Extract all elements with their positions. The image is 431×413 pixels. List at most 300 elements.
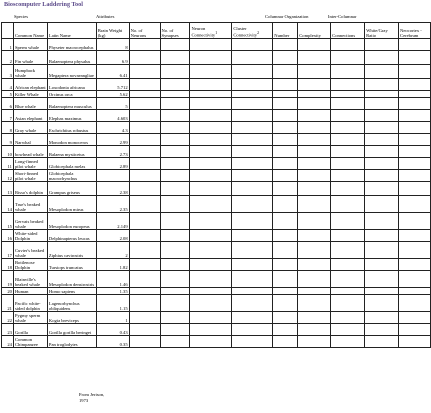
synapses-cell[interactable] — [160, 51, 190, 65]
synapses-cell[interactable] — [160, 213, 190, 230]
brain-weight-cell[interactable]: 2.08 — [96, 230, 129, 242]
neocortex-cerebrum-cell[interactable] — [399, 242, 431, 259]
number-cell[interactable] — [273, 158, 298, 170]
complexity-cell[interactable] — [298, 110, 331, 122]
connections-cell[interactable] — [331, 259, 365, 271]
cluster-connectivity-cell[interactable] — [232, 65, 273, 79]
connections-cell[interactable] — [331, 51, 365, 65]
connections-cell[interactable] — [331, 182, 365, 196]
common-name-cell[interactable]: Gervais beaked whale — [13, 213, 47, 230]
number-cell[interactable] — [273, 259, 298, 271]
header-latin-name[interactable]: Latin Name — [47, 23, 96, 39]
neuron-connectivity-cell[interactable] — [190, 271, 232, 288]
number-cell[interactable] — [273, 312, 298, 324]
neurons-cell[interactable] — [129, 182, 160, 196]
row-number-cell[interactable]: 6 — [2, 98, 14, 110]
brain-weight-cell[interactable]: 2.149 — [96, 213, 129, 230]
cluster-connectivity-cell[interactable] — [232, 288, 273, 295]
neurons-cell[interactable] — [129, 91, 160, 98]
complexity-cell[interactable] — [298, 65, 331, 79]
common-name-cell[interactable]: Short-finned pilot whale — [13, 170, 47, 182]
common-name-cell[interactable]: Human — [13, 288, 47, 295]
latin-name-cell[interactable]: Kogia breviceps — [47, 312, 96, 324]
common-name-cell[interactable]: Cuvier's beaked whale — [13, 242, 47, 259]
white-gray-ratio-cell[interactable] — [365, 158, 399, 170]
connections-cell[interactable] — [331, 213, 365, 230]
common-name-cell[interactable]: Gray whale — [13, 122, 47, 134]
row-number-cell[interactable]: 2 — [2, 51, 14, 65]
latin-name-cell[interactable]: Eschrichtius robustus — [47, 122, 96, 134]
white-gray-ratio-cell[interactable] — [365, 324, 399, 336]
connections-cell[interactable] — [331, 122, 365, 134]
synapses-cell[interactable] — [160, 170, 190, 182]
common-name-cell[interactable]: bowhead whale — [13, 146, 47, 158]
neuron-connectivity-cell[interactable] — [190, 230, 232, 242]
neurons-cell[interactable] — [129, 39, 160, 51]
number-cell[interactable] — [273, 98, 298, 110]
neuron-connectivity-cell[interactable] — [190, 295, 232, 312]
complexity-cell[interactable] — [298, 242, 331, 259]
neocortex-cerebrum-cell[interactable] — [399, 134, 431, 146]
row-number-cell[interactable]: 11 — [2, 158, 14, 170]
brain-weight-cell[interactable]: 1.35 — [96, 288, 129, 295]
synapses-cell[interactable] — [160, 288, 190, 295]
connections-cell[interactable] — [331, 271, 365, 288]
latin-name-cell[interactable]: Delphinapterus leucas — [47, 230, 96, 242]
neocortex-cerebrum-cell[interactable] — [399, 182, 431, 196]
complexity-cell[interactable] — [298, 336, 331, 348]
cluster-connectivity-cell[interactable] — [232, 196, 273, 213]
brain-weight-cell[interactable] — [96, 170, 129, 182]
neocortex-cerebrum-cell[interactable] — [399, 91, 431, 98]
white-gray-ratio-cell[interactable] — [365, 91, 399, 98]
connections-cell[interactable] — [331, 65, 365, 79]
neuron-connectivity-cell[interactable] — [190, 336, 232, 348]
number-cell[interactable] — [273, 271, 298, 288]
neocortex-cerebrum-cell[interactable] — [399, 230, 431, 242]
synapses-cell[interactable] — [160, 122, 190, 134]
header-number[interactable]: Number — [273, 23, 298, 39]
connections-cell[interactable] — [331, 158, 365, 170]
brain-weight-cell[interactable]: 5.62 — [96, 91, 129, 98]
neuron-connectivity-cell[interactable] — [190, 79, 232, 91]
common-name-cell[interactable]: Sperm whale — [13, 39, 47, 51]
latin-name-cell[interactable]: Gorilla gorilla beringei — [47, 324, 96, 336]
brain-weight-cell[interactable]: 2.99 — [96, 134, 129, 146]
cluster-connectivity-cell[interactable] — [232, 122, 273, 134]
latin-name-cell[interactable]: Balaenoptera musculus — [47, 98, 96, 110]
common-name-cell[interactable]: Fin whale — [13, 51, 47, 65]
latin-name-cell[interactable]: Megaptera novaeangliae — [47, 65, 96, 79]
complexity-cell[interactable] — [298, 51, 331, 65]
row-number-cell[interactable]: 14 — [2, 196, 14, 213]
connections-cell[interactable] — [331, 324, 365, 336]
neurons-cell[interactable] — [129, 146, 160, 158]
neurons-cell[interactable] — [129, 170, 160, 182]
latin-name-cell[interactable]: Grampus griseus — [47, 182, 96, 196]
synapses-cell[interactable] — [160, 79, 190, 91]
number-cell[interactable] — [273, 324, 298, 336]
brain-weight-cell[interactable]: 8 — [96, 39, 129, 51]
neuron-connectivity-cell[interactable] — [190, 51, 232, 65]
neurons-cell[interactable] — [129, 79, 160, 91]
cluster-connectivity-cell[interactable] — [232, 91, 273, 98]
cluster-connectivity-cell[interactable] — [232, 242, 273, 259]
white-gray-ratio-cell[interactable] — [365, 39, 399, 51]
row-number-cell[interactable]: 13 — [2, 182, 14, 196]
neuron-connectivity-cell[interactable] — [190, 134, 232, 146]
complexity-cell[interactable] — [298, 134, 331, 146]
neuron-connectivity-cell[interactable] — [190, 91, 232, 98]
row-number-cell[interactable]: 8 — [2, 122, 14, 134]
synapses-cell[interactable] — [160, 134, 190, 146]
neocortex-cerebrum-cell[interactable] — [399, 336, 431, 348]
synapses-cell[interactable] — [160, 158, 190, 170]
neurons-cell[interactable] — [129, 98, 160, 110]
latin-name-cell[interactable]: Physeter macrocephalus — [47, 39, 96, 51]
common-name-cell[interactable]: African elephant — [13, 79, 47, 91]
white-gray-ratio-cell[interactable] — [365, 79, 399, 91]
brain-weight-cell[interactable]: 1.15 — [96, 295, 129, 312]
complexity-cell[interactable] — [298, 324, 331, 336]
header-complexity[interactable]: Complexity — [298, 23, 331, 39]
connections-cell[interactable] — [331, 288, 365, 295]
neocortex-cerebrum-cell[interactable] — [399, 312, 431, 324]
row-number-cell[interactable]: 7 — [2, 110, 14, 122]
neurons-cell[interactable] — [129, 324, 160, 336]
number-cell[interactable] — [273, 79, 298, 91]
neuron-connectivity-cell[interactable] — [190, 259, 232, 271]
neurons-cell[interactable] — [129, 51, 160, 65]
white-gray-ratio-cell[interactable] — [365, 182, 399, 196]
neocortex-cerebrum-cell[interactable] — [399, 324, 431, 336]
neurons-cell[interactable] — [129, 65, 160, 79]
neocortex-cerebrum-cell[interactable] — [399, 146, 431, 158]
white-gray-ratio-cell[interactable] — [365, 170, 399, 182]
complexity-cell[interactable] — [298, 158, 331, 170]
number-cell[interactable] — [273, 91, 298, 98]
common-name-cell[interactable]: Blainville's beaked whale — [13, 271, 47, 288]
white-gray-ratio-cell[interactable] — [365, 336, 399, 348]
neuron-connectivity-cell[interactable] — [190, 242, 232, 259]
white-gray-ratio-cell[interactable] — [365, 134, 399, 146]
complexity-cell[interactable] — [298, 312, 331, 324]
complexity-cell[interactable] — [298, 170, 331, 182]
brain-weight-cell[interactable]: 2.38 — [96, 182, 129, 196]
latin-name-cell[interactable]: Mesoplodon mirus — [47, 196, 96, 213]
number-cell[interactable] — [273, 146, 298, 158]
brain-weight-cell[interactable]: 2.89 — [96, 158, 129, 170]
complexity-cell[interactable] — [298, 98, 331, 110]
neuron-connectivity-cell[interactable] — [190, 312, 232, 324]
brain-weight-cell[interactable]: 1.82 — [96, 259, 129, 271]
neuron-connectivity-cell[interactable] — [190, 98, 232, 110]
synapses-cell[interactable] — [160, 182, 190, 196]
connections-cell[interactable] — [331, 242, 365, 259]
neocortex-cerebrum-cell[interactable] — [399, 288, 431, 295]
brain-weight-cell[interactable]: 6.9 — [96, 51, 129, 65]
latin-name-cell[interactable]: Balaenoptera physalus — [47, 51, 96, 65]
connections-cell[interactable] — [331, 312, 365, 324]
row-number-cell[interactable]: 1 — [2, 39, 14, 51]
latin-name-cell[interactable]: Orcinus orca — [47, 91, 96, 98]
complexity-cell[interactable] — [298, 182, 331, 196]
neurons-cell[interactable] — [129, 259, 160, 271]
brain-weight-cell[interactable]: 1 — [96, 312, 129, 324]
white-gray-ratio-cell[interactable] — [365, 122, 399, 134]
neuron-connectivity-cell[interactable] — [190, 196, 232, 213]
row-number-cell[interactable]: 21 — [2, 295, 14, 312]
neocortex-cerebrum-cell[interactable] — [399, 79, 431, 91]
white-gray-ratio-cell[interactable] — [365, 271, 399, 288]
neuron-connectivity-cell[interactable] — [190, 122, 232, 134]
white-gray-ratio-cell[interactable] — [365, 288, 399, 295]
brain-weight-cell[interactable]: 2.73 — [96, 146, 129, 158]
cluster-connectivity-cell[interactable] — [232, 259, 273, 271]
neurons-cell[interactable] — [129, 271, 160, 288]
row-number-cell[interactable]: 19 — [2, 271, 14, 288]
common-name-cell[interactable]: Asian elephant — [13, 110, 47, 122]
connections-cell[interactable] — [331, 146, 365, 158]
complexity-cell[interactable] — [298, 79, 331, 91]
neuron-connectivity-cell[interactable] — [190, 288, 232, 295]
white-gray-ratio-cell[interactable] — [365, 312, 399, 324]
common-name-cell[interactable]: Blue whale — [13, 98, 47, 110]
white-gray-ratio-cell[interactable] — [365, 146, 399, 158]
common-name-cell[interactable]: Gorilla — [13, 324, 47, 336]
brain-weight-cell[interactable]: 5.712 — [96, 79, 129, 91]
cluster-connectivity-cell[interactable] — [232, 79, 273, 91]
cluster-connectivity-cell[interactable] — [232, 271, 273, 288]
neocortex-cerebrum-cell[interactable] — [399, 271, 431, 288]
latin-name-cell[interactable]: Tursiops truncatus — [47, 259, 96, 271]
complexity-cell[interactable] — [298, 39, 331, 51]
header-neuron-connectivity[interactable]: Neuron Connectivity$^1$ — [190, 23, 232, 39]
connections-cell[interactable] — [331, 134, 365, 146]
common-name-cell[interactable]: Risso's dolphin — [13, 182, 47, 196]
neuron-connectivity-cell[interactable] — [190, 146, 232, 158]
white-gray-ratio-cell[interactable] — [365, 213, 399, 230]
common-name-cell[interactable]: Humpback whale — [13, 65, 47, 79]
complexity-cell[interactable] — [298, 122, 331, 134]
row-number-cell[interactable]: 20 — [2, 288, 14, 295]
common-name-cell[interactable]: Bottlenose Dolphin — [13, 259, 47, 271]
row-number-cell[interactable]: 24 — [2, 336, 14, 348]
neurons-cell[interactable] — [129, 295, 160, 312]
latin-name-cell[interactable]: Globicephala melas — [47, 158, 96, 170]
complexity-cell[interactable] — [298, 295, 331, 312]
common-name-cell[interactable]: True's beaked whale — [13, 196, 47, 213]
neurons-cell[interactable] — [129, 288, 160, 295]
brain-weight-cell[interactable]: 0.43 — [96, 324, 129, 336]
neuron-connectivity-cell[interactable] — [190, 213, 232, 230]
neuron-connectivity-cell[interactable] — [190, 182, 232, 196]
brain-weight-cell[interactable]: 4.3 — [96, 122, 129, 134]
number-cell[interactable] — [273, 110, 298, 122]
header-white-gray-ratio[interactable]: White/Gray Ratio — [365, 23, 399, 39]
row-number-cell[interactable]: 3 — [2, 65, 14, 79]
white-gray-ratio-cell[interactable] — [365, 65, 399, 79]
latin-name-cell[interactable]: Lagenorhynchus obliquidens — [47, 295, 96, 312]
cluster-connectivity-cell[interactable] — [232, 110, 273, 122]
brain-weight-cell[interactable]: 2 — [96, 242, 129, 259]
synapses-cell[interactable] — [160, 39, 190, 51]
synapses-cell[interactable] — [160, 98, 190, 110]
cluster-connectivity-cell[interactable] — [232, 182, 273, 196]
common-name-cell[interactable]: Long-finned pilot whale — [13, 158, 47, 170]
neurons-cell[interactable] — [129, 158, 160, 170]
number-cell[interactable] — [273, 51, 298, 65]
neuron-connectivity-cell[interactable] — [190, 39, 232, 51]
synapses-cell[interactable] — [160, 324, 190, 336]
neurons-cell[interactable] — [129, 230, 160, 242]
number-cell[interactable] — [273, 213, 298, 230]
cluster-connectivity-cell[interactable] — [232, 146, 273, 158]
white-gray-ratio-cell[interactable] — [365, 259, 399, 271]
connections-cell[interactable] — [331, 98, 365, 110]
neocortex-cerebrum-cell[interactable] — [399, 196, 431, 213]
complexity-cell[interactable] — [298, 259, 331, 271]
neocortex-cerebrum-cell[interactable] — [399, 51, 431, 65]
cluster-connectivity-cell[interactable] — [232, 213, 273, 230]
synapses-cell[interactable] — [160, 295, 190, 312]
row-number-cell[interactable]: 10 — [2, 146, 14, 158]
brain-weight-cell[interactable]: 1.46 — [96, 271, 129, 288]
common-name-cell[interactable]: Narwhal — [13, 134, 47, 146]
synapses-cell[interactable] — [160, 242, 190, 259]
synapses-cell[interactable] — [160, 312, 190, 324]
neurons-cell[interactable] — [129, 110, 160, 122]
header-no-neurons[interactable]: No. of Neurons — [129, 23, 160, 39]
synapses-cell[interactable] — [160, 196, 190, 213]
brain-weight-cell[interactable]: 2.35 — [96, 196, 129, 213]
neuron-connectivity-cell[interactable] — [190, 65, 232, 79]
header-cluster-connectivity[interactable]: Cluster Connectivity$^2$ — [232, 23, 273, 39]
header-common-name[interactable]: Common Name — [13, 23, 47, 39]
white-gray-ratio-cell[interactable] — [365, 98, 399, 110]
neuron-connectivity-cell[interactable] — [190, 324, 232, 336]
number-cell[interactable] — [273, 122, 298, 134]
header-neocortex-cerebrum[interactable]: Neocortex - Cerebrum — [399, 23, 431, 39]
synapses-cell[interactable] — [160, 91, 190, 98]
synapses-cell[interactable] — [160, 259, 190, 271]
number-cell[interactable] — [273, 242, 298, 259]
neurons-cell[interactable] — [129, 213, 160, 230]
neurons-cell[interactable] — [129, 336, 160, 348]
cluster-connectivity-cell[interactable] — [232, 312, 273, 324]
complexity-cell[interactable] — [298, 230, 331, 242]
cluster-connectivity-cell[interactable] — [232, 230, 273, 242]
neuron-connectivity-cell[interactable] — [190, 110, 232, 122]
common-name-cell[interactable]: Pacific white-sided dolphin — [13, 295, 47, 312]
connections-cell[interactable] — [331, 336, 365, 348]
connections-cell[interactable] — [331, 170, 365, 182]
latin-name-cell[interactable]: Ziphius cavirostris — [47, 242, 96, 259]
connections-cell[interactable] — [331, 295, 365, 312]
neocortex-cerebrum-cell[interactable] — [399, 110, 431, 122]
neocortex-cerebrum-cell[interactable] — [399, 65, 431, 79]
latin-name-cell[interactable]: Monodon monoceros — [47, 134, 96, 146]
row-number-cell[interactable]: 23 — [2, 324, 14, 336]
row-number-cell[interactable]: 12 — [2, 170, 14, 182]
neuron-connectivity-cell[interactable] — [190, 170, 232, 182]
row-number-cell[interactable]: 15 — [2, 213, 14, 230]
brain-weight-cell[interactable]: 5 — [96, 98, 129, 110]
number-cell[interactable] — [273, 182, 298, 196]
white-gray-ratio-cell[interactable] — [365, 230, 399, 242]
connections-cell[interactable] — [331, 91, 365, 98]
white-gray-ratio-cell[interactable] — [365, 110, 399, 122]
connections-cell[interactable] — [331, 230, 365, 242]
neocortex-cerebrum-cell[interactable] — [399, 295, 431, 312]
connections-cell[interactable] — [331, 79, 365, 91]
neurons-cell[interactable] — [129, 134, 160, 146]
synapses-cell[interactable] — [160, 110, 190, 122]
complexity-cell[interactable] — [298, 213, 331, 230]
neocortex-cerebrum-cell[interactable] — [399, 39, 431, 51]
latin-name-cell[interactable]: Homo sapiens — [47, 288, 96, 295]
common-name-cell[interactable]: Pygmy sperm whale — [13, 312, 47, 324]
complexity-cell[interactable] — [298, 91, 331, 98]
synapses-cell[interactable] — [160, 146, 190, 158]
cluster-connectivity-cell[interactable] — [232, 158, 273, 170]
neocortex-cerebrum-cell[interactable] — [399, 213, 431, 230]
row-number-cell[interactable]: 22 — [2, 312, 14, 324]
number-cell[interactable] — [273, 65, 298, 79]
cluster-connectivity-cell[interactable] — [232, 134, 273, 146]
neocortex-cerebrum-cell[interactable] — [399, 170, 431, 182]
latin-name-cell[interactable]: Elephas maximus — [47, 110, 96, 122]
synapses-cell[interactable] — [160, 336, 190, 348]
white-gray-ratio-cell[interactable] — [365, 196, 399, 213]
complexity-cell[interactable] — [298, 271, 331, 288]
latin-name-cell[interactable]: Globicephala macrorhynchus — [47, 170, 96, 182]
neurons-cell[interactable] — [129, 312, 160, 324]
cluster-connectivity-cell[interactable] — [232, 98, 273, 110]
row-number-cell[interactable]: 9 — [2, 134, 14, 146]
neocortex-cerebrum-cell[interactable] — [399, 158, 431, 170]
connections-cell[interactable] — [331, 39, 365, 51]
synapses-cell[interactable] — [160, 65, 190, 79]
neocortex-cerebrum-cell[interactable] — [399, 259, 431, 271]
complexity-cell[interactable] — [298, 146, 331, 158]
latin-name-cell[interactable]: Pan troglodytes — [47, 336, 96, 348]
neurons-cell[interactable] — [129, 242, 160, 259]
row-number-cell[interactable]: 4 — [2, 79, 14, 91]
connections-cell[interactable] — [331, 110, 365, 122]
synapses-cell[interactable] — [160, 230, 190, 242]
number-cell[interactable] — [273, 134, 298, 146]
cluster-connectivity-cell[interactable] — [232, 295, 273, 312]
white-gray-ratio-cell[interactable] — [365, 242, 399, 259]
row-number-cell[interactable]: 18 — [2, 259, 14, 271]
number-cell[interactable] — [273, 230, 298, 242]
header-index[interactable] — [2, 23, 14, 39]
common-name-cell[interactable]: Killer Whale — [13, 91, 47, 98]
header-connections[interactable]: Connections — [331, 23, 365, 39]
white-gray-ratio-cell[interactable] — [365, 295, 399, 312]
neocortex-cerebrum-cell[interactable] — [399, 122, 431, 134]
complexity-cell[interactable] — [298, 288, 331, 295]
synapses-cell[interactable] — [160, 271, 190, 288]
header-brain-weight[interactable]: Brain Weight (kg) — [96, 23, 129, 39]
number-cell[interactable] — [273, 288, 298, 295]
neurons-cell[interactable] — [129, 122, 160, 134]
cluster-connectivity-cell[interactable] — [232, 336, 273, 348]
number-cell[interactable] — [273, 196, 298, 213]
brain-weight-cell[interactable]: 4.603 — [96, 110, 129, 122]
header-no-synapses[interactable]: No. of Synapses — [160, 23, 190, 39]
